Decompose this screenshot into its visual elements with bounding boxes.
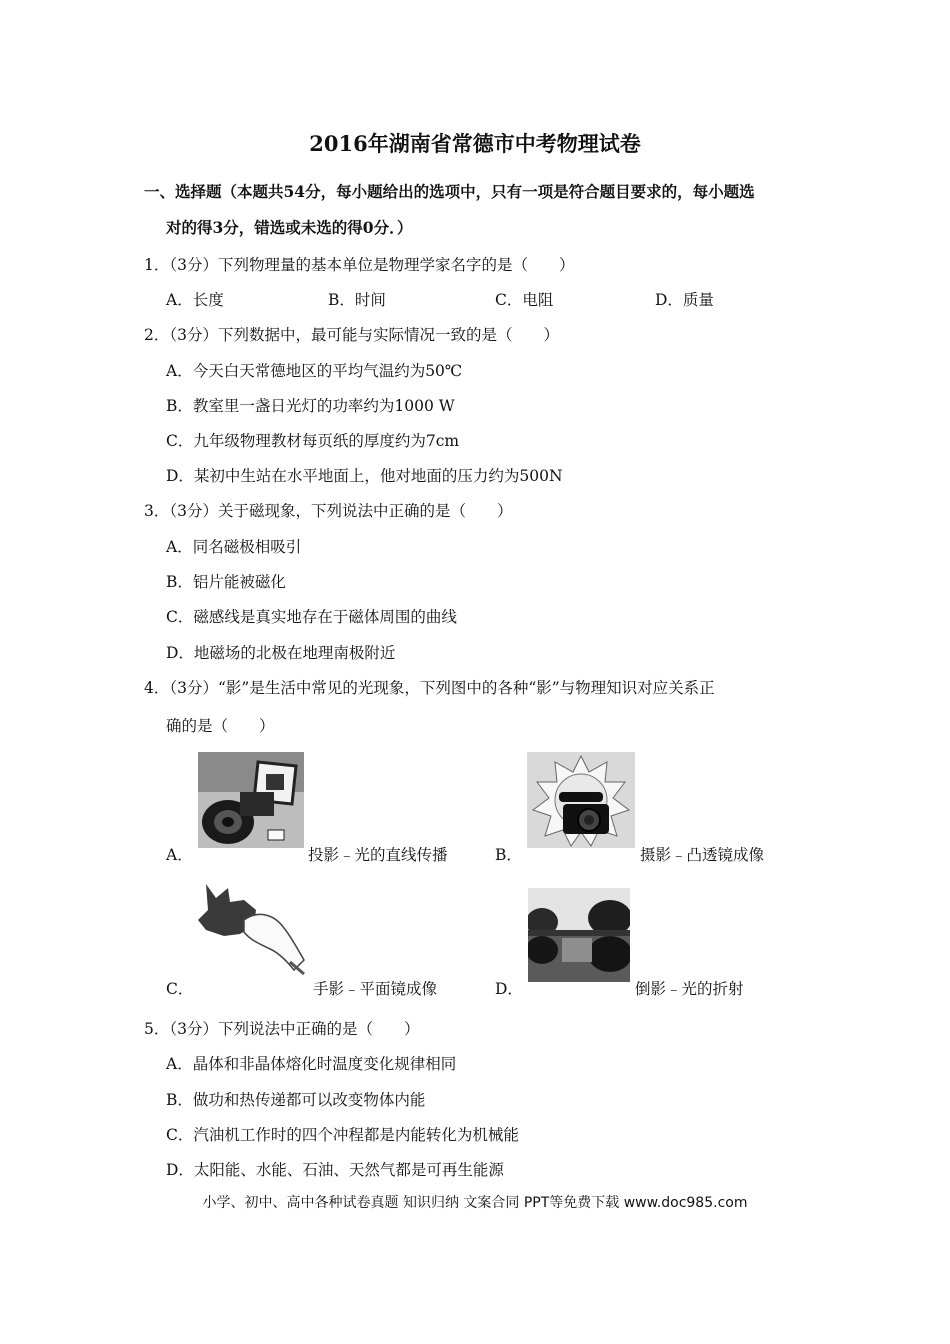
question-1-option-d: D．质量	[655, 291, 714, 309]
question-5-option-b: B．做功和热传递都可以改变物体内能	[166, 1091, 426, 1109]
question-5-stem: 5．（3分）下列说法中正确的是（ ）	[144, 1020, 420, 1038]
projector-image	[198, 752, 304, 848]
section-heading-line2: 对的得3分，错选或未选的得0分．）	[166, 218, 413, 237]
question-2-option-c: C．九年级物理教材每页纸的厚度约为7cm	[166, 432, 460, 450]
question-1-option-a: A．长度	[166, 291, 224, 309]
question-2-option-b: B．教室里一盏日光灯的功率约为1000 W	[166, 397, 455, 415]
question-3-option-a: A．同名磁极相吸引	[166, 538, 302, 556]
question-1-stem: 1．（3分）下列物理量的基本单位是物理学家名字的是（ ）	[144, 256, 575, 274]
question-3-option-d: D．地磁场的北极在地理南极附近	[166, 644, 396, 662]
question-4-option-b-letter: B．	[495, 846, 522, 864]
question-4-stem-line1: 4．（3分）“影”是生活中常见的光现象，下列图中的各种“影”与物理知识对应关系正	[144, 679, 715, 697]
question-4-option-a-text: 投影﹣光的直线传播	[308, 846, 448, 864]
footer-link-text[interactable]: 小学、初中、高中各种试卷真题 知识归纳 文案合同 PPT等免费下载 www.doc985.com	[202, 1195, 748, 1211]
question-4-option-d-text: 倒影﹣光的折射	[635, 980, 744, 998]
question-2-option-d: D．某初中生站在水平地面上，他对地面的压力约为500N	[166, 467, 563, 485]
question-4-stem-line2: 确的是（ ）	[166, 717, 275, 735]
question-1-option-b: B．时间	[328, 291, 386, 309]
question-4-option-d-letter: D．	[495, 980, 523, 998]
reflection-landscape-image	[528, 888, 630, 982]
question-4-option-c-text: 手影﹣平面镜成像	[313, 980, 438, 998]
section-heading-line1: 一、选择题（本题共54分，每小题给出的选项中，只有一项是符合题目要求的，每小题选	[144, 182, 755, 201]
question-4-option-b-text: 摄影﹣凸透镜成像	[640, 846, 765, 864]
question-4-option-a-letter: A．	[166, 846, 193, 864]
question-5-option-a: A．晶体和非晶体熔化时温度变化规律相同	[166, 1055, 457, 1073]
sun-camera-image	[527, 752, 635, 848]
hand-shadow-image	[194, 880, 308, 976]
section-heading	[144, 174, 814, 246]
question-2-stem: 2．（3分）下列数据中，最可能与实际情况一致的是（ ）	[144, 326, 559, 344]
page-title: 2016年湖南省常德市中考物理试卷	[309, 131, 641, 156]
question-4-option-c-letter: C．	[166, 980, 194, 998]
question-3-stem: 3．（3分）关于磁现象，下列说法中正确的是（ ）	[144, 502, 513, 520]
question-3-option-b: B．铝片能被磁化	[166, 573, 286, 591]
question-5-option-c: C．汽油机工作时的四个冲程都是内能转化为机械能	[166, 1126, 519, 1144]
question-5-option-d: D．太阳能、水能、石油、天然气都是可再生能源	[166, 1161, 504, 1179]
question-3-option-c: C．磁感线是真实地存在于磁体周围的曲线	[166, 608, 457, 626]
question-1-option-c: C．电阻	[495, 291, 554, 309]
question-2-option-a: A．今天白天常德地区的平均气温约为50℃	[166, 362, 463, 380]
